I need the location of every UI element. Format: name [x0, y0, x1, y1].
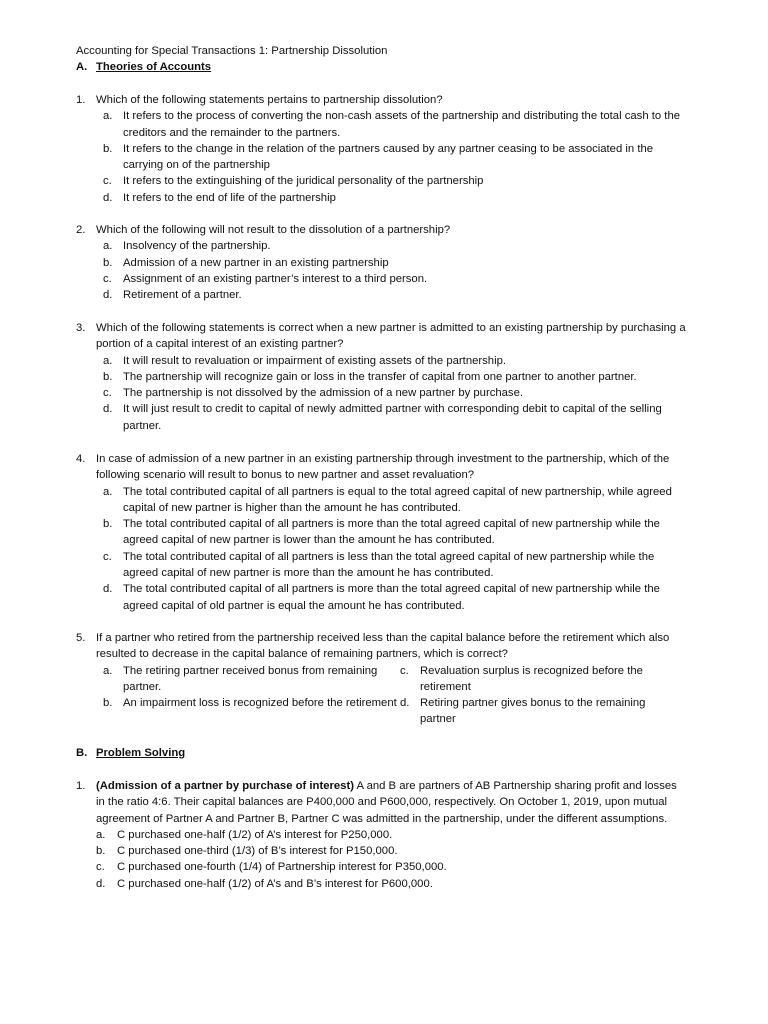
problem-option-list: [96, 827, 688, 892]
option-letter: c.: [96, 861, 105, 874]
question-number: 1.: [76, 94, 86, 106]
option-letter: a.: [103, 485, 113, 498]
problem-option: [96, 859, 688, 875]
option-text: C purchased one-half (1/2) of A’s and B’s interest for P600,000.: [117, 877, 433, 890]
section-a-title: Theories of Accounts: [96, 61, 212, 73]
option-text: Retiring partner gives bonus to the remaining partner: [420, 697, 646, 726]
option-letter: c.: [103, 272, 112, 285]
problem-1: [76, 778, 688, 892]
option-letter: c.: [103, 387, 112, 400]
question-number: 2.: [76, 224, 86, 236]
option: [103, 385, 688, 401]
question-stem: Which of the following statements is correct when a new partner is admitted to an existing partnership by purchasing a portion of a capital interest of an existing partner?: [96, 322, 686, 351]
option: [103, 516, 688, 549]
option-letter: b.: [103, 518, 113, 531]
option-letter: b.: [103, 256, 113, 269]
option: [103, 369, 688, 385]
option-letter: d.: [400, 697, 410, 710]
option: [103, 549, 688, 582]
option-text: Assignment of an existing partner’s interest to a third person.: [123, 272, 428, 285]
section-a-letter: A.: [76, 61, 88, 73]
option: [103, 353, 688, 369]
option-text: It refers to the change in the relation of the partners caused by any partner ceasing to be associated in the carrying on of the partnership: [123, 142, 654, 172]
option: [103, 581, 688, 614]
option: [103, 663, 400, 696]
option-text: The total contributed capital of all partners is more than the total agreed capital of new partnership while the agreed capital of new partner is lower than the amount he has contributed.: [123, 518, 660, 547]
option-letter: b.: [103, 697, 113, 710]
option-list: [103, 108, 688, 206]
option: [103, 401, 688, 434]
option-letter: a.: [103, 664, 113, 677]
theory-question-1: [76, 92, 688, 206]
option: [103, 238, 688, 254]
problem-number: 1.: [76, 780, 86, 792]
option-letter: d.: [103, 403, 113, 416]
option-letter: d.: [103, 191, 113, 204]
option-letter: b.: [96, 845, 106, 858]
document-title: Accounting for Special Transactions 1: Partnership Dissolution: [76, 45, 388, 57]
option-text: C purchased one-fourth (1/4) of Partnership interest for P350,000.: [117, 861, 447, 874]
option-list: [103, 484, 688, 614]
theory-question-2: [76, 222, 688, 303]
option-letter: b.: [103, 142, 113, 155]
theory-question-4: [76, 451, 688, 614]
theory-question-3: [76, 320, 688, 434]
option: [103, 255, 688, 271]
option: [103, 287, 688, 303]
option: [400, 695, 670, 728]
option-letter: a.: [96, 828, 106, 841]
option-text: Admission of a new partner in an existing partnership: [123, 256, 389, 269]
problem-stem-text: A and B are partners of AB Partnership sharing profit and losses in the ratio 4:6. Their capital balances are P400,000 and P600,000, respectively. On October 1, 2019, upon mutual agreement of Partner A and Partner B, Partner C was admitted in the partnership, under the different assumptions.: [96, 780, 677, 825]
option-letter: a.: [103, 354, 113, 367]
option-grid: [103, 663, 688, 728]
question-number: 4.: [76, 453, 86, 465]
option-text: It will result to revaluation or impairment of existing assets of the partnership.: [123, 354, 507, 367]
option-text: Retirement of a partner.: [123, 289, 242, 302]
option: [103, 173, 688, 189]
option-text: The total contributed capital of all partners is equal to the total agreed capital of new partnership, while agreed capital of new partner is higher than the amount he has contributed.: [123, 485, 672, 514]
question-number: 5.: [76, 632, 86, 644]
option-letter: d.: [96, 877, 106, 890]
section-b-title: Problem Solving: [96, 747, 186, 759]
option-letter: c.: [103, 550, 112, 563]
option-text: Revaluation surplus is recognized before the retirement: [420, 664, 643, 693]
option: [103, 271, 688, 287]
option-letter: d.: [103, 289, 113, 302]
option-letter: b.: [103, 370, 113, 383]
option-text: C purchased one-third (1/3) of B’s interest for P150,000.: [117, 845, 398, 858]
problem-option: [96, 843, 688, 859]
option-letter: a.: [103, 110, 113, 123]
problem-stem: [96, 778, 688, 827]
problem-bold-lead: (Admission of a partner by purchase of interest): [96, 780, 354, 792]
option-text: The total contributed capital of all partners is more than the total agreed capital of new partnership while the agreed capital of old partner is equal the amount he has contributed.: [123, 583, 660, 612]
option-letter: c.: [103, 175, 112, 188]
option-letter: c.: [400, 664, 409, 677]
option-text: The partnership is not dissolved by the admission of a new partner by purchase.: [123, 387, 524, 400]
option-letter: a.: [103, 240, 113, 253]
option-text: The retiring partner received bonus from remaining partner.: [123, 664, 378, 693]
section-b-heading: [76, 745, 185, 761]
question-stem: Which of the following statements pertains to partnership dissolution?: [96, 94, 443, 106]
theory-question-5: [76, 630, 688, 728]
problem-option: [96, 827, 688, 843]
option-letter: d.: [103, 583, 113, 596]
option-text: Insolvency of the partnership.: [123, 240, 271, 253]
option-text: It will just result to credit to capital of newly admitted partner with corresponding debit to capital of the selling partner.: [123, 403, 662, 432]
question-stem: If a partner who retired from the partnership received less than the capital balance before the retirement which also resulted to decrease in the capital balance of remaining partners, which is correct?: [96, 632, 670, 661]
option-list: [103, 238, 688, 303]
option-text: The partnership will recognize gain or loss in the transfer of capital from one partner to another partner.: [123, 370, 637, 383]
option: [103, 141, 688, 174]
option-text: C purchased one-half (1/2) of A’s interest for P250,000.: [117, 828, 393, 841]
section-b-letter: B.: [76, 747, 88, 759]
option-text: It refers to the extinguishing of the juridical personality of the partnership: [123, 175, 484, 188]
section-a-heading: [76, 59, 211, 75]
question-stem: Which of the following will not result to the dissolution of a partnership?: [96, 224, 451, 236]
option: [103, 108, 688, 141]
option-text: An impairment loss is recognized before the retirement: [123, 697, 397, 710]
option-list: [103, 353, 688, 434]
option: [103, 190, 688, 206]
option: [103, 695, 400, 728]
option-text: It refers to the process of converting the non-cash assets of the partnership and distributing the total cash to the creditors and the remainder to the partners.: [123, 110, 681, 139]
question-stem: In case of admission of a new partner in an existing partnership through investment to the partnership, which of the following scenario will result to bonus to new partner and asset revaluation?: [96, 453, 670, 482]
option-text: It refers to the end of life of the partnership: [123, 191, 336, 204]
question-number: 3.: [76, 322, 86, 334]
option: [103, 484, 688, 517]
problem-option: [96, 876, 688, 892]
option-text: The total contributed capital of all partners is less than the total agreed capital of new partnership while the agreed capital of new partner is more than the amount he has contributed.: [123, 550, 655, 580]
option: [400, 663, 670, 696]
